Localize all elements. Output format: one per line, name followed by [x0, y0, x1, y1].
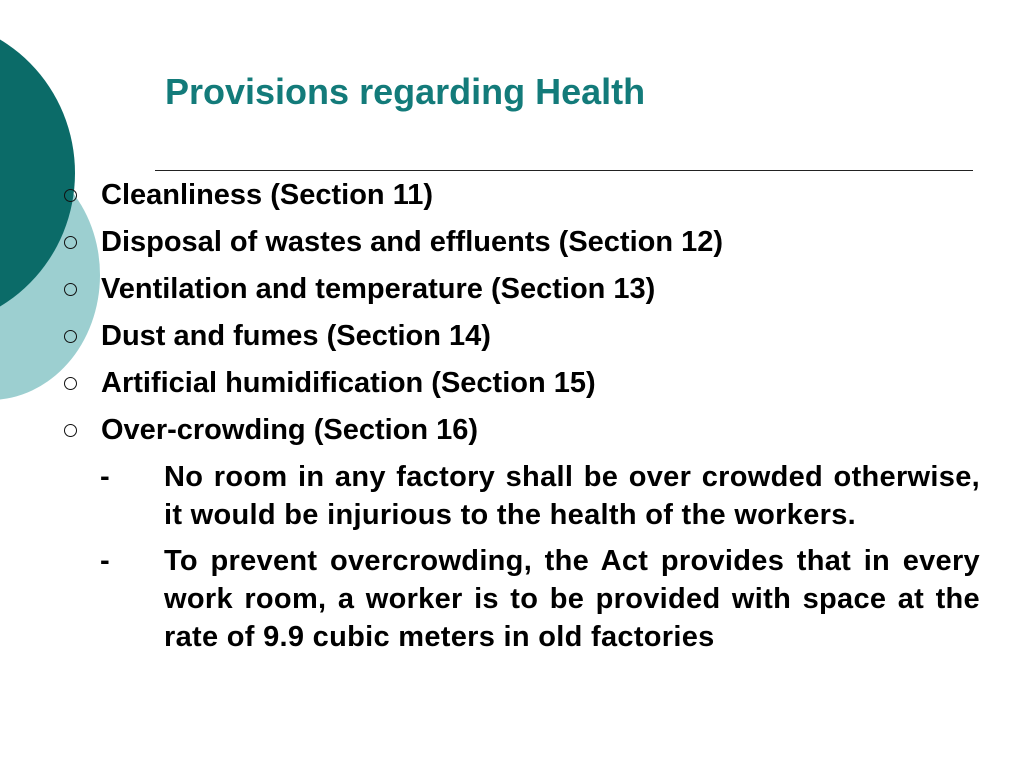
bullet-text: Disposal of wastes and effluents (Section 12) [101, 226, 724, 258]
bullet-item [62, 362, 992, 409]
bullet-item [62, 268, 992, 315]
sub-point-text: No room in any factory shall be over crowded otherwise, it would be injurious to the health of the workers. [164, 461, 980, 531]
bullet-item [62, 221, 992, 268]
bullet-item [62, 174, 992, 221]
hollow-circle-bullet-icon [64, 236, 77, 249]
bullet-text: Cleanliness (Section 11) [101, 179, 434, 211]
sub-point-list [95, 458, 980, 664]
sub-point-item [95, 542, 980, 656]
hollow-circle-bullet-icon [64, 189, 77, 202]
hollow-circle-bullet-icon [64, 330, 77, 343]
bullet-text: Artificial humidification (Section 15) [101, 367, 596, 399]
bullet-item [62, 315, 992, 362]
hollow-circle-bullet-icon [64, 283, 77, 296]
bullet-item [62, 409, 992, 456]
bullet-text: Dust and fumes (Section 14) [101, 320, 491, 352]
bullet-text: Ventilation and temperature (Section 13) [101, 273, 656, 305]
hollow-circle-bullet-icon [64, 424, 77, 437]
bullet-text: Over-crowding (Section 16) [101, 414, 479, 446]
slide-title: Provisions regarding Health [165, 71, 646, 112]
title-divider [155, 170, 973, 171]
sub-point-text: To prevent overcrowding, the Act provides that in every work room, a worker is to be provided with space at the rate of 9.9 cubic meters in old factories [164, 545, 980, 653]
hollow-circle-bullet-icon [64, 377, 77, 390]
dash-marker: - [100, 545, 110, 577]
dash-marker: - [100, 461, 110, 493]
bullet-list [62, 174, 992, 456]
sub-point-item [95, 458, 980, 534]
